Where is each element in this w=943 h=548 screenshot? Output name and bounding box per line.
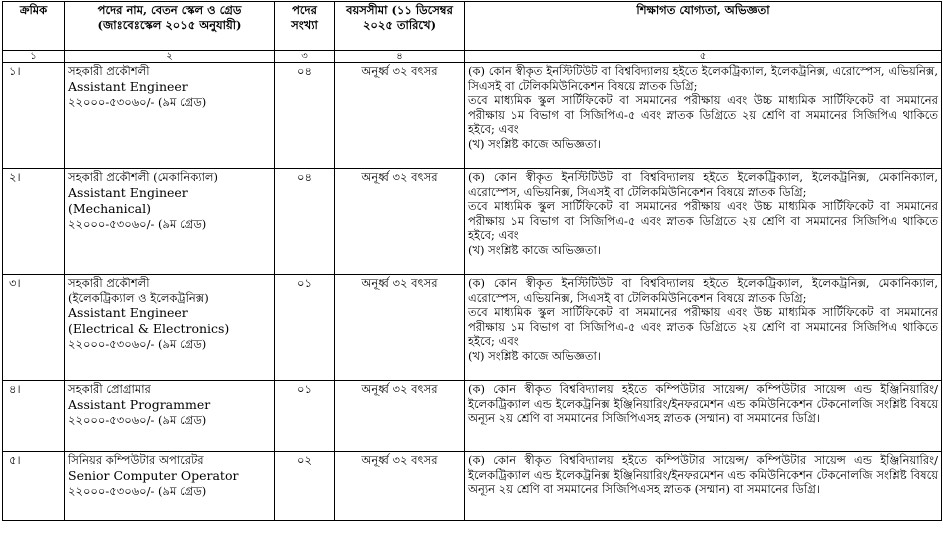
qualification-text: (ক) কোন স্বীকৃত ইনস্টিটিউট বা বিশ্ববিদ্যালয় হইতে ইলেকট্রিক্যাল, ইলেকট্রনিক্স, মেকানিক্যাল, এরোস্পেস, এভিয়নিক্স, সিএসই বা টেলিকমিউনিকেশন বিষয়ে স্নাতক ডিগ্রি; — [468, 276, 938, 305]
post-name-bn: সহকারী প্রোগ্রামার — [68, 382, 151, 396]
column-number-row — [3, 51, 942, 63]
header-row — [3, 2, 942, 51]
recruitment-table — [2, 1, 942, 521]
qualification-text: (ক) কোন স্বীকৃত বিশ্ববিদ্যালয় হইতে কম্পিউটার সায়েন্স/ কম্পিউটার সায়েন্স এন্ড ইঞ্জিনিয়ারিং/ ইলেকট্রিক্যাল এন্ড ইলেকট্রনিক্স ইঞ্জিনিয়ারিং/ইনফরমেশন এন্ড কমিউনিকেশন টেকনোলজি সংশ্লিষ্ট বিষয়ে অন্যূন ২য় শ্রেণি বা সমমানের সিজিপিএসহ স্নাতক (সম্মান) বা সমমানের ডিগ্রি। — [468, 453, 938, 496]
qualification-text: তবে মাধ্যমিক স্কুল সার্টিফিকেট বা সমমানের পরীক্ষায় এবং উচ্চ মাধ্যমিক সার্টিফিকেট বা সমমানের পরীক্ষায় ১ম বিভাগ বা সিজিপিএ-৫ এবং স্নাতক ডিগ্রিতে ২য় শ্রেণি বা সমমানের সিজিপিএ থাকিতে হইবে; এবং — [468, 305, 938, 348]
qualification-text: (খ) সংশ্লিষ্ট কাজে অভিজ্ঞতা। — [468, 242, 601, 257]
post-name-bn: (ইলেকট্রিক্যাল ও ইলেকট্রনিক্স) — [68, 290, 209, 305]
column-number: ৩ — [275, 51, 335, 63]
qualification-cell — [465, 452, 942, 521]
pay-scale: ২২০০০-৫৩০৬০/- (৯ম গ্রেড) — [68, 94, 207, 109]
qualification-cell — [465, 381, 942, 452]
column-number: ১ — [3, 51, 65, 63]
qualification-text: (ক) কোন স্বীকৃত ইনস্টিটিউট বা বিশ্ববিদ্যালয় হইতে ইলেকট্রিক্যাল, ইলেকট্রনিক্স, মেকানিক্যাল, এরোস্পেস, এভিয়নিক্স, সিএসই বা টেলিকমিউনিকেশন বিষয়ে স্নাতক ডিগ্রি; — [468, 170, 938, 199]
age-limit: অনূর্ধ্ব ৩২ বৎসর — [335, 452, 465, 521]
post-cell — [65, 275, 275, 381]
post-cell — [65, 452, 275, 521]
table-row — [3, 381, 942, 452]
header-qualification: শিক্ষাগত যোগ্যতা, অভিজ্ঞতা — [465, 2, 942, 51]
post-name-en: Assistant Programmer — [68, 396, 211, 412]
post-name-en: (Mechanical) — [68, 200, 151, 216]
post-name-bn: সহকারী প্রকৌশলী (মেকানিক্যাল) — [68, 170, 218, 184]
post-count: ০৪ — [275, 63, 335, 169]
pay-scale: ২২০০০-৫৩০৬০/- (৯ম গ্রেড) — [68, 337, 207, 351]
qualification-text: তবে মাধ্যমিক স্কুল সার্টিফিকেট বা সমমানের পরীক্ষায় এবং উচ্চ মাধ্যমিক সার্টিফিকেট বা সমমানের পরীক্ষায় ১ম বিভাগ বা সিজিপিএ-৫ এবং স্নাতক ডিগ্রিতে ২য় শ্রেণি বা সমমানের সিজিপিএ থাকিতে হইবে; এবং — [468, 199, 938, 242]
table-row — [3, 275, 942, 381]
post-name-bn: সহকারী প্রকৌশলী — [68, 276, 150, 290]
pay-scale: ২২০০০-৫৩০৬০/- (৯ম গ্রেড) — [68, 412, 207, 427]
header-post: পদের নাম, বেতন স্কেল ও গ্রেড (জাঃবেঃস্কেল ২০১৫ অনুযায়ী) — [65, 2, 275, 51]
header-serial: ক্রমিক — [3, 2, 65, 51]
age-limit: অনূর্ধ্ব ৩২ বৎসর — [335, 381, 465, 452]
table-row — [3, 452, 942, 521]
post-name-en: Senior Computer Operator — [68, 467, 239, 483]
post-cell — [65, 381, 275, 452]
pay-scale: ২২০০০-৫৩০৬০/- (৯ম গ্রেড) — [68, 216, 207, 231]
qualification-text: (ক) কোন স্বীকৃত ইনস্টিটিউট বা বিশ্ববিদ্যালয় হইতে ইলেকট্রিক্যাল, ইলেকট্রনিক্স, এরোস্পেস, এভিয়নিক্স, সিএসই বা টেলিকমিউনিকেশন বিষয়ে স্নাতক ডিগ্রি; — [468, 64, 938, 93]
post-count: ০১ — [275, 275, 335, 381]
post-cell — [65, 63, 275, 169]
post-count: ০৪ — [275, 169, 335, 275]
post-name-en: Assistant Engineer — [68, 305, 188, 320]
post-name-en: Assistant Engineer — [68, 78, 188, 94]
table-row — [3, 169, 942, 275]
serial-cell: ২। — [3, 169, 65, 275]
qualification-cell — [465, 169, 942, 275]
post-count: ০২ — [275, 452, 335, 521]
qualification-text: (ক) কোন স্বীকৃত বিশ্ববিদ্যালয় হইতে কম্পিউটার সায়েন্স/ কম্পিউটার সায়েন্স এন্ড ইঞ্জিনিয়ারিং/ ইলেকট্রিক্যাল এন্ড ইলেকট্রনিক্স ইঞ্জিনিয়ারিং/ইনফরমেশন এন্ড কমিউনিকেশন টেকনোলজি সংশ্লিষ্ট বিষয়ে অন্যূন ২য় শ্রেণি বা সমমানের সিজিপিএসহ স্নাতক (সম্মান) বা সমমানের ডিগ্রি। — [468, 382, 938, 425]
pay-scale: ২২০০০-৫৩০৬০/- (৯ম গ্রেড) — [68, 483, 207, 498]
post-name-en: Assistant Engineer — [68, 184, 188, 200]
post-name-bn: সিনিয়র কম্পিউটার অপারেটর — [68, 453, 204, 467]
age-limit: অনূর্ধ্ব ৩২ বৎসর — [335, 63, 465, 169]
table-row — [3, 63, 942, 169]
serial-cell: ১। — [3, 63, 65, 169]
qualification-cell — [465, 63, 942, 169]
column-number: ৪ — [335, 51, 465, 63]
serial-cell: ৩। — [3, 275, 65, 381]
post-name-bn: সহকারী প্রকৌশলী — [68, 64, 150, 78]
header-age: বয়সসীমা (১১ ডিসেম্বর ২০২৫ তারিখে) — [335, 2, 465, 51]
age-limit: অনূর্ধ্ব ৩২ বৎসর — [335, 169, 465, 275]
header-count: পদের সংখ্যা — [275, 2, 335, 51]
qualification-text: (খ) সংশ্লিষ্ট কাজে অভিজ্ঞতা। — [468, 348, 601, 363]
column-number: ২ — [65, 51, 275, 63]
age-limit: অনূর্ধ্ব ৩২ বৎসর — [335, 275, 465, 381]
serial-cell: ৪। — [3, 381, 65, 452]
qualification-text: তবে মাধ্যমিক স্কুল সার্টিফিকেট বা সমমানের পরীক্ষায় এবং উচ্চ মাধ্যমিক সার্টিফিকেট বা সমমানের পরীক্ষায় ১ম বিভাগ বা সিজিপিএ-৫ এবং স্নাতক ডিগ্রিতে ২য় শ্রেণি বা সমমানের সিজিপিএ থাকিতে হইবে; এবং — [468, 93, 938, 136]
column-number: ৫ — [465, 51, 942, 63]
post-count: ০১ — [275, 381, 335, 452]
post-cell — [65, 169, 275, 275]
qualification-cell — [465, 275, 942, 381]
post-name-en: (Electrical & Electronics) — [68, 321, 230, 336]
qualification-text: (খ) সংশ্লিষ্ট কাজে অভিজ্ঞতা। — [468, 136, 601, 151]
serial-cell: ৫। — [3, 452, 65, 521]
